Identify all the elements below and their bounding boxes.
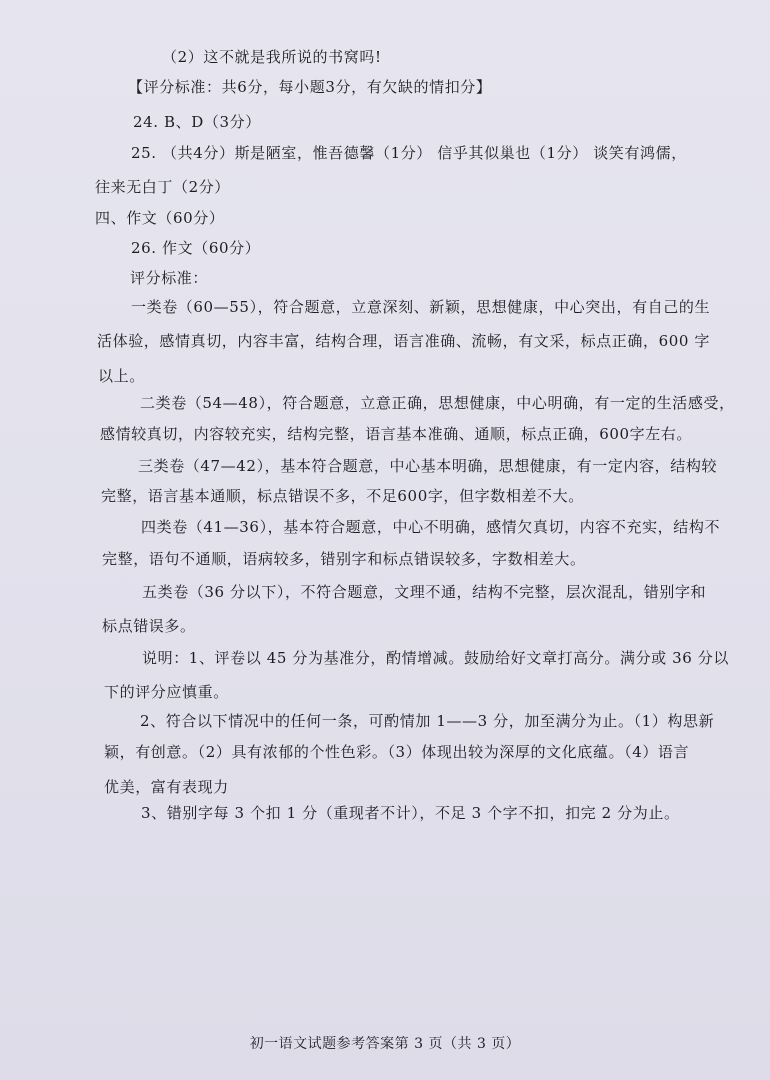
grade-2-line-2: 感情较真切，内容较充实，结构完整，语言基本准确、通顺，标点正确，600字左右。 xyxy=(100,425,693,443)
note-1-line-2: 下的评分应慎重。 xyxy=(104,683,229,701)
grade-1-line-1: 一类卷（60—55），符合题意，立意深刻、新颖，思想健康，中心突出，有自己的生 xyxy=(131,298,711,316)
grade-5-line-2: 标点错误多。 xyxy=(102,617,196,635)
answer-24: 24. B、D（3分） xyxy=(133,113,261,131)
note-1-line-1: 说明：1、评卷以 45 分为基准分，酌情增减。鼓励给好文章打高分。满分或 36 分以 xyxy=(142,649,729,667)
grade-1-line-2: 活体验，感情真切，内容丰富，结构合理，语言准确、流畅，有文采，标点正确，600 字 xyxy=(97,332,711,350)
grade-3-line-2: 完整，语言基本通顺，标点错误不多，不足600字，但字数相差不大。 xyxy=(101,487,584,505)
section-heading-essay: 四、作文（60分） xyxy=(95,209,225,227)
note-2-line-3: 优美，富有表现力 xyxy=(104,778,229,796)
answer-23-2: （2）这不就是我所说的书窝吗! xyxy=(162,48,382,66)
grade-3-line-1: 三类卷（47—42），基本符合题意，中心基本明确，思想健康，有一定内容，结构较 xyxy=(138,457,718,475)
scoring-note-23: 【评分标准：共6分，每小题3分，有欠缺的情扣分】 xyxy=(128,78,492,96)
question-26-heading: 26. 作文（60分） xyxy=(131,239,261,257)
grade-5-line-1: 五类卷（36 分以下），不符合题意，文理不通，结构不完整，层次混乱，错别字和 xyxy=(142,583,707,601)
answer-25-line-1: 25. （共4分）斯是陋室，惟吾德馨（1分） 信乎其似巢也（1分） 谈笑有鸿儒， xyxy=(131,144,687,162)
page-footer: 初一语文试题参考答案第 3 页（共 3 页） xyxy=(249,1036,521,1052)
answer-25-line-2: 往来无白丁（2分） xyxy=(95,178,230,196)
grade-4-line-2: 完整，语句不通顺，语病较多，错别字和标点错误较多，字数相差大。 xyxy=(102,550,586,568)
grading-criteria-heading: 评分标准： xyxy=(130,269,209,287)
note-3: 3、错别字每 3 个扣 1 分（重现者不计），不足 3 个字不扣，扣完 2 分为止。 xyxy=(141,804,680,822)
note-2-line-2: 颖，有创意。（2）具有浓郁的个性色彩。（3）体现出较为深厚的文化底蕴。（4）语言 xyxy=(104,743,690,761)
grade-2-line-1: 二类卷（54—48），符合题意，立意正确，思想健康，中心明确，有一定的生活感受， xyxy=(140,394,735,412)
grade-4-line-1: 四类卷（41—36），基本符合题意，中心不明确，感情欠真切，内容不充实，结构不 xyxy=(141,518,721,536)
note-2-line-1: 2、符合以下情况中的任何一条，可酌情加 1——3 分，加至满分为止。（1）构思新 xyxy=(140,712,715,730)
grade-1-line-3: 以上。 xyxy=(98,367,145,385)
